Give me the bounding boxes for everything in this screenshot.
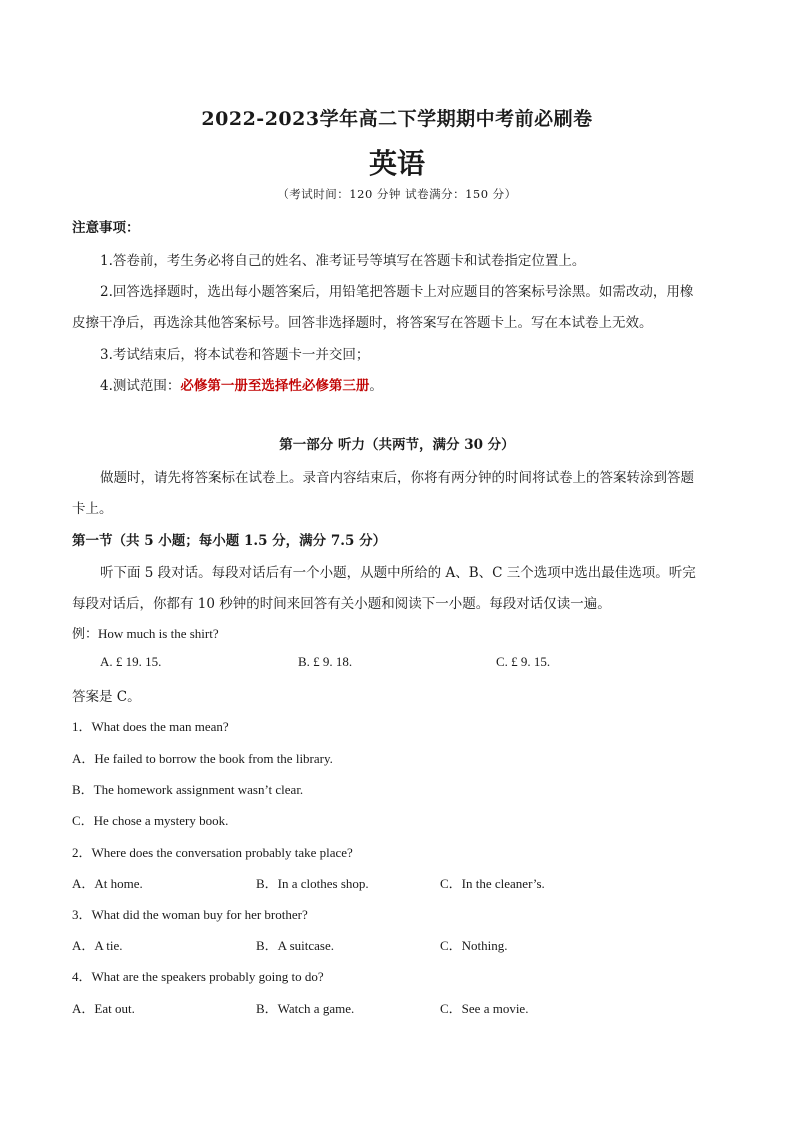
- notice-heading: 注意事项：: [72, 220, 140, 236]
- question-2-option-a: A．At home.: [72, 876, 143, 891]
- question-4-option-c: C．See a movie.: [440, 1001, 529, 1016]
- time-info: （考试时间：120 分钟 试卷满分：150 分）: [277, 187, 517, 201]
- notice-item-2-line-1: 2.回答选择题时，选出每小题答案后，用铅笔把答题卡上对应题目的答案标号涂黑。如需改动，用橡: [100, 284, 694, 300]
- section-1-instr-line-1: 听下面 5 段对话。每段对话后有一个小题，从题中所给的 A、B、C 三个选项中选出最佳选项。听完: [100, 565, 696, 581]
- question-2-option-c: C．In the cleaner’s.: [440, 876, 545, 891]
- question-4-option-a: A．Eat out.: [72, 1001, 135, 1016]
- part-1-intro-line-2: 卡上。: [72, 501, 113, 517]
- notice-item-4-prefix: 4.测试范围：: [100, 378, 181, 394]
- question-2-option-b: B．In a clothes shop.: [256, 876, 369, 891]
- question-1-option-b: B．The homework assignment wasn’t clear.: [72, 782, 304, 797]
- section-1-heading: 第一节（共 5 小题；每小题 1.5 分，满分 7.5 分）: [72, 533, 387, 549]
- question-1-option-c: C．He chose a mystery book.: [72, 813, 229, 828]
- question-3-option-a: A．A tie.: [72, 938, 123, 953]
- section-1-instr-line-2: 每段对话后，你都有 10 秒钟的时间来回答有关小题和阅读下一小题。每段对话仅读一遍。: [72, 596, 611, 612]
- part-1-intro-line-1: 做题时，请先将答案标在试卷上。录音内容结束后，你将有两分钟的时间将试卷上的答案转涂到答题: [100, 470, 694, 486]
- notice-item-1: 1.答卷前，考生务必将自己的姓名、准考证号等填写在答题卡和试卷指定位置上。: [100, 253, 586, 269]
- question-1: 1．What does the man mean?: [72, 719, 229, 734]
- example-option-b: B. £ 9. 18.: [298, 654, 353, 669]
- question-4: 4．What are the speakers probably going to do?: [72, 969, 324, 984]
- notice-item-3: 3.考试结束后，将本试卷和答题卡一并交回；: [100, 347, 370, 363]
- notice-item-4: [100, 374, 383, 394]
- notice-item-2-line-2: 皮擦干净后，再选涂其他答案标号。回答非选择题时，将答案写在答题卡上。写在本试卷上无效。: [72, 315, 653, 331]
- example-option-a: A. £ 19. 15.: [100, 654, 162, 669]
- subject-title: 英语: [368, 147, 425, 180]
- example-answer: 答案是 C。: [72, 689, 141, 705]
- question-1-option-a: A．He failed to borrow the book from the library.: [72, 751, 333, 766]
- notice-item-4-suffix: 。: [369, 378, 383, 394]
- example-option-c: C. £ 9. 15.: [496, 654, 551, 669]
- question-3-option-c: C．Nothing.: [440, 938, 508, 953]
- test-range: 必修第一册至选择性必修第三册: [180, 378, 370, 394]
- question-2: 2．Where does the conversation probably take place?: [72, 845, 353, 860]
- exam-title: 2022-2023学年高二下学期期中考前必刷卷: [201, 108, 593, 130]
- question-4-option-b: B．Watch a game.: [256, 1001, 355, 1016]
- question-3-option-b: B．A suitcase.: [256, 938, 334, 953]
- question-3: 3．What did the woman buy for her brother?: [72, 907, 308, 922]
- example-question: 例：How much is the shirt?: [72, 626, 219, 641]
- part-1-heading: 第一部分 听力（共两节，满分 30 分）: [279, 437, 515, 453]
